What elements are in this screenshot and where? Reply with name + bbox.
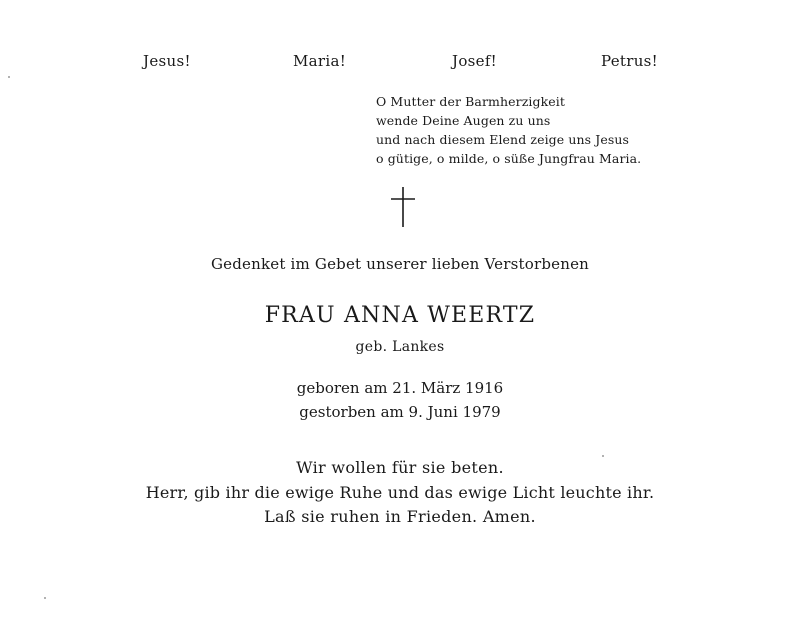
prayer-line: und nach diesem Elend zeige uns Jesus [376, 132, 630, 147]
paper-speck [44, 597, 46, 599]
paper-speck [8, 76, 10, 78]
birth-date: geboren am 21. März 1916 [296, 379, 504, 397]
invocation-jesus: Jesus! [143, 52, 191, 70]
invocation-maria: Maria! [293, 52, 347, 70]
deceased-name: FRAU ANNA WEERTZ [264, 303, 536, 328]
invocation-petrus: Petrus! [601, 52, 658, 70]
invocation-josef: Josef! [452, 52, 497, 70]
paper-speck [602, 455, 604, 457]
prayer-line: O Mutter der Barmherzigkeit [376, 94, 565, 109]
remember-heading: Gedenket im Gebet unserer lieben Verstorbenen [210, 255, 590, 273]
closing-prayer-line: Wir wollen für sie beten. [296, 458, 504, 477]
closing-prayer-line: Herr, gib ihr die ewige Ruhe und das ewige Licht leuchte ihr. [145, 483, 655, 502]
prayer-line: wende Deine Augen zu uns [376, 113, 551, 128]
cross-icon [390, 187, 416, 227]
death-date: gestorben am 9. Juni 1979 [299, 403, 501, 421]
marian-prayer [376, 92, 641, 168]
prayer-line: o gütige, o milde, o süße Jungfrau Maria. [376, 151, 642, 166]
closing-prayer-line: Laß sie ruhen in Frieden. Amen. [264, 507, 536, 526]
birth-name: geb. Lankes [355, 339, 445, 355]
